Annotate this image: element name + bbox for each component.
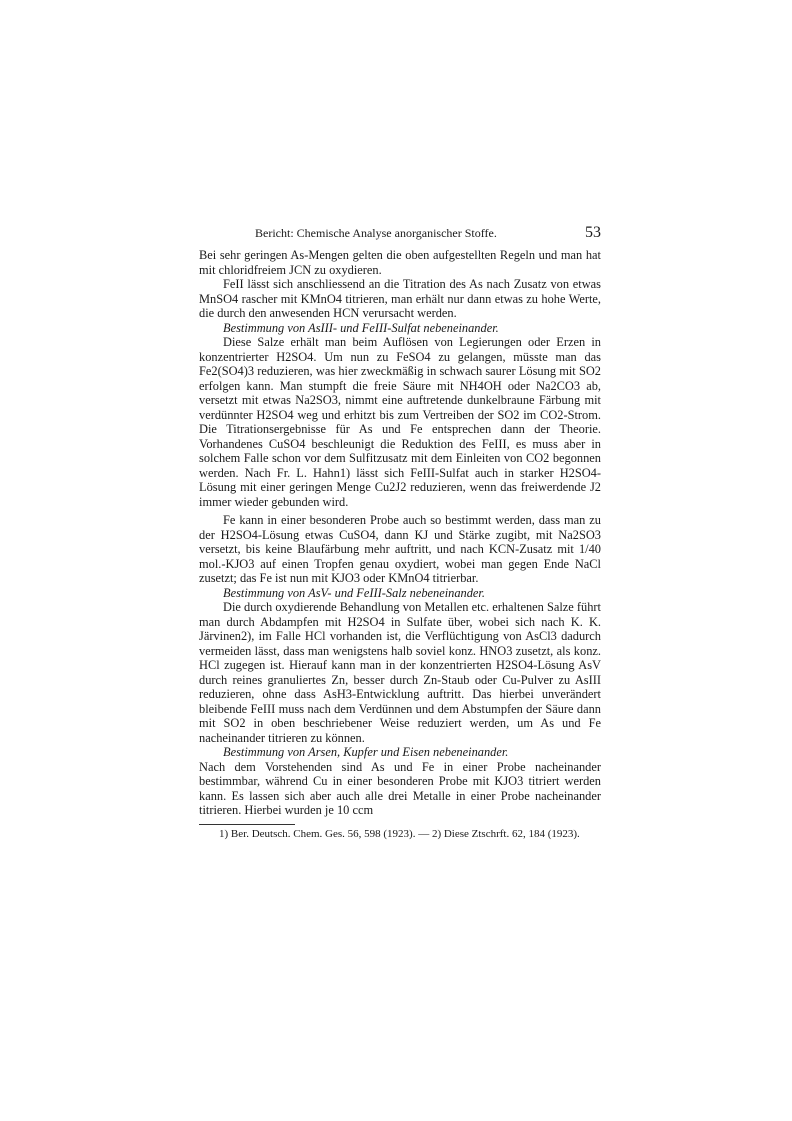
page-number: 53 [585, 224, 601, 241]
section-heading: Bestimmung von AsV- und FeIII-Salz nebeneinander. [223, 585, 485, 600]
page [199, 224, 601, 841]
page-header [199, 224, 601, 248]
section-heading: Bestimmung von AsIII- und FeIII-Sulfat nebeneinander. [223, 320, 499, 335]
paragraph: Fe kann in einer besonderen Probe auch so bestimmt werden, dass man zu der H2SO4-Lösung etwas CuSO4, dann KJ und Stärke zugibt, mit Na2SO3 versetzt, bis keine Blaufärbung mehr auftritt, und nach KCN-Zusatz mit 1/40 mol.-KJO3 auf einen Tropfen genau oxydiert, wobei man gegen Ende NaCl zusetzt; das Fe ist nun mit KJO3 oder KMnO4 titrierbar. [199, 513, 601, 585]
footnote-rule [199, 824, 295, 825]
section-heading: Bestimmung von Arsen, Kupfer und Eisen nebeneinander. [223, 745, 509, 759]
paragraph: Bei sehr geringen As-Mengen gelten die oben aufgestellten Regeln und man hat mit chloridfreiem JCN zu oxydieren. [199, 248, 601, 277]
paragraph: Diese Salze erhält man beim Auflösen von Legierungen oder Erzen in konzentrierter H2SO4. Um nun zu FeSO4 zu gelangen, müsste man das Fe2(SO4)3 reduzieren, was hier zweckmäßig in schwach saurer Lösung mit SO2 erfolgen kann. Man stumpft die freie Säure mit NH4OH oder Na2CO3 ab, versetzt mit etwas Na2SO3, nimmt eine auftretende dunkelbraune Färbung mit verdünnter H2SO4 weg und erhitzt bis zum Vertreiben der SO2 im CO2-Strom. Die Titrationsergebnisse für As und Fe entsprechen dann der Theorie. Vorhandenes CuSO4 beschleunigt die Reduktion des FeIII, es muss aber in solchem Falle schon vor dem Sulfitzusatz mit dem Einleiten von CO2 begonnen werden. Nach Fr. L. Hahn1) lässt sich FeIII-Sulfat auch in starker H2SO4-Lösung mit einer geringen Menge Cu2J2 reduzieren, wenn das freiwerdende J2 immer wieder gebunden wird. [199, 335, 601, 509]
footnote: 1) Ber. Deutsch. Chem. Ges. 56, 598 (1923). — 2) Diese Ztschrft. 62, 184 (1923). [219, 827, 580, 840]
running-title: Bericht: Chemische Analyse anorganischer Stoffe. [255, 226, 497, 240]
body-text [199, 248, 601, 818]
paragraph: FeII lässt sich anschliessend an die Titration des As nach Zusatz von etwas MnSO4 rascher mit KMnO4 titrieren, man erhält nur dann etwas zu hohe Werte, die durch den anwesenden HCN verursacht werden. [199, 277, 601, 320]
paragraph: Die durch oxydierende Behandlung von Metallen etc. erhaltenen Salze führt man durch Abdampfen mit H2SO4 in Sulfate über, wobei sich nach K. K. Järvinen2), im Falle HCl vorhanden ist, die Verflüchtigung von AsCl3 dadurch vermeiden lässt, dass man wenigstens halb soviel konz. HNO3 zusetzt, als konz. HCl zugegen ist. Hierauf kann man in der konzentrierten H2SO4-Lösung AsV durch reines granuliertes Zn, besser durch Zn-Staub oder Cu-Pulver zu AsIII reduzieren, ohne dass AsH3-Entwicklung auftritt. Das hierbei unverändert bleibende FeIII muss nach dem Verdünnen und dem Abstumpfen der Säure dann mit SO2 in oben beschriebener Weise reduziert werden, um As und Fe nacheinander titrieren zu können. [199, 600, 601, 745]
paragraph: Nach dem Vorstehenden sind As und Fe in einer Probe nacheinander bestimmbar, während Cu in einer besonderen Probe mit KJO3 titriert werden kann. Es lassen sich aber auch alle drei Metalle in einer Probe nacheinander titrieren. Hierbei wurden je 10 ccm [199, 759, 601, 817]
